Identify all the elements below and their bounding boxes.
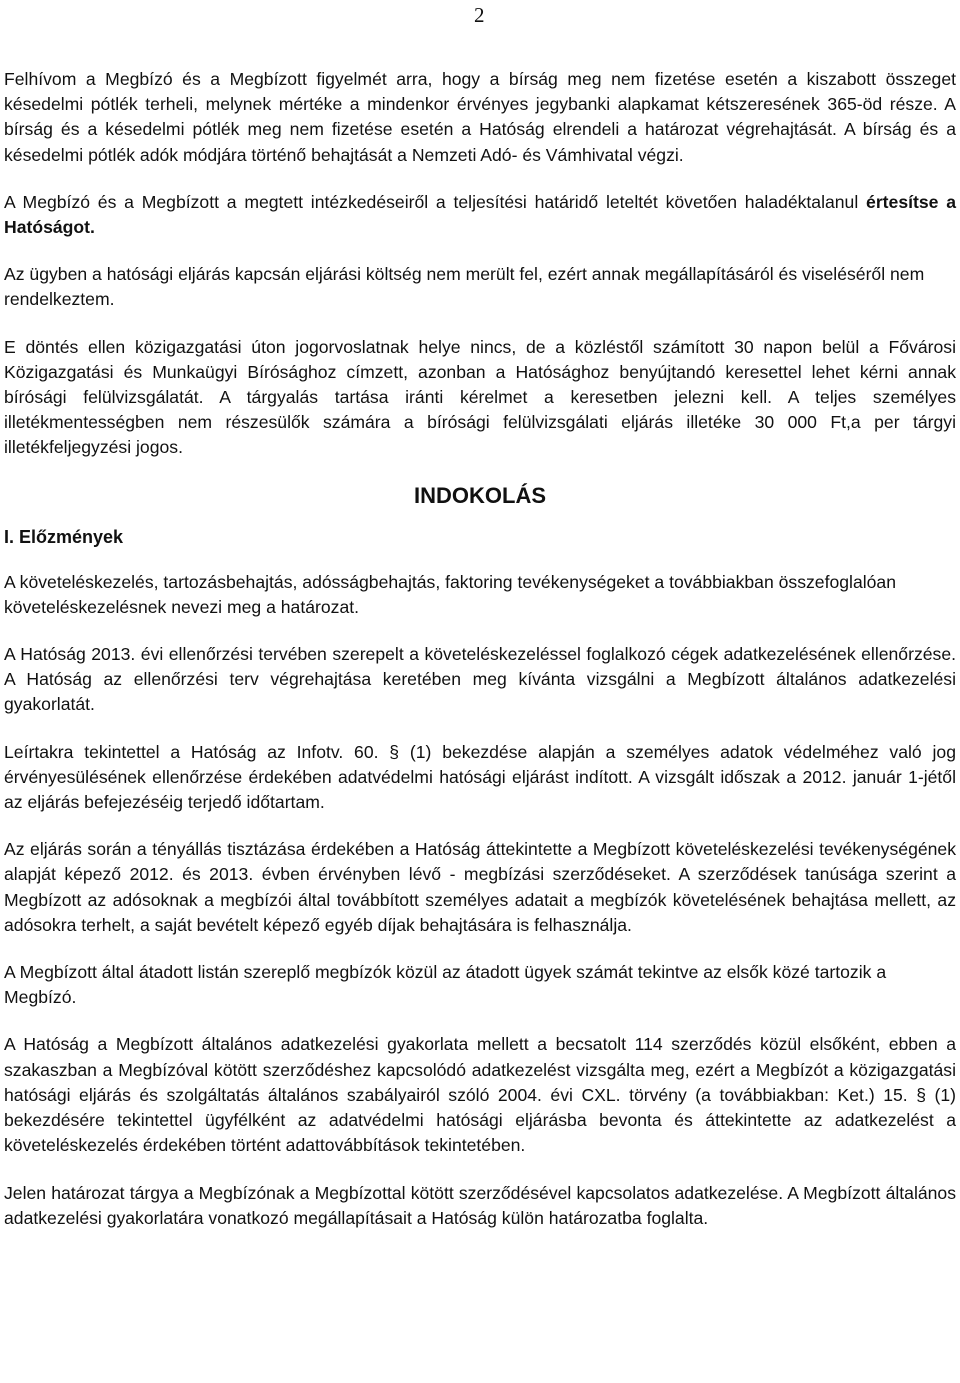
paragraph-notify-authority: A Megbízó és a Megbízott a megtett intézkedéseiről a teljesítési határidő leteltét követően haladéktalanul értesítse a Hatóságot.	[4, 191, 956, 238]
paragraph-definition: A követeléskezelés, tartozásbehajtás, adósságbehajtás, faktoring tevékenységeket a továbbiakban összefoglalóan követeléskezelésnek nevezi meg a határozat.	[4, 571, 896, 617]
heading-indokolas: INDOKOLÁS	[414, 482, 546, 508]
paragraph-contracts-review: Az eljárás során a tényállás tisztázása érdekében a Hatóság áttekintette a Megbízott követeléskezelési tevékenységének alapját képező 2012. és 2013. évben érvényben lévő - megbízási szerződéseket. A szerződések tanúsága szerint a Megbízott az adósoknak a megbízói által továbbított személyes adatait a megbízók követelésének behajtása mellett, az adósokra terhelt, a saját bevételt képező egyéb díjak behajtására is felhasználja.	[4, 839, 956, 935]
paragraph-legal-remedy: E döntés ellen közigazgatási úton jogorvoslatnak helye nincs, de a közléstől számított 30 napon belül a Fővárosi Közigazgatási és Munkaügyi Bírósághoz címzett, azonban a Hatósághoz benyújtandó keresettel lehet kérni annak bírósági felülvizsgálatát. A tárgyalás tartása iránti kérelmet a keresetben jelezni kell. A teljes személyes illetékmentességben nem részesülők számára a bírósági felülvizsgálati eljárás illetéke 30 000 Ft,a per tárgyi illetékfeljegyzési jogos.	[4, 336, 956, 458]
paragraph-fine-notice: Felhívom a Megbízó és a Megbízott figyelmét arra, hogy a bírság meg nem fizetése esetén a kiszabott összeget késedelmi pótlék terheli, melynek mértéke a mindenkor érvényes jegybanki alapkamat kétszeresének 365-öd része. A bírság és a késedelmi pótlék meg nem fizetése esetén a Hatóság elrendeli a határozat végrehajtását. A bírság és a késedelmi pótlék adók módjára történő behajtását a Nemzeti Adó- és Vámhivatal végzi.	[4, 69, 956, 165]
paragraph-audit-plan: A Hatóság 2013. évi ellenőrzési tervében szerepelt a követeléskezeléssel foglalkozó cégek adatkezelésének ellenőrzése. A Hatóság az ellenőrzési terv végrehajtása keretében meg kívánta vizsgálni a Megbízott általános adatkezelési gyakorlatát.	[4, 644, 956, 715]
paragraph-involvement: A Hatóság a Megbízott általános adatkezelési gyakorlata mellett a becsatolt 114 szerződés közül elsőként, ebben a szakaszban a Megbízóval kötött szerződéshez kapcsolódó adatkezelést vizsgálta meg, ezért a Megbízót a közigazgatási hatósági eljárás és szolgáltatás általános szabályairól szóló 2004. évi CXL. törvény (a továbbiakban: Ket.) 15. § (1) bekezdésére tekintettel ügyfélként az adatvédelmi hatósági eljárásba bevonta és áttekintette az adatkezelést a követeléskezelés érdekében történt adattovábbítások tekintetében.	[4, 1034, 956, 1156]
emphasis-notify: értesítse a Hatóságot.	[4, 191, 956, 238]
paragraph-subject: Jelen határozat tárgya a Megbízónak a Megbízottal kötött szerződésével kapcsolatos adatkezelése. A Megbízott általános adatkezelési gyakorlatára vonatkozó megállapításait a Hatóság külön határozatba foglalta.	[4, 1182, 956, 1228]
paragraph-procedure-start: Leírtakra tekintettel a Hatóság az Infotv. 60. § (1) bekezdése alapján a személyes adatok védelméhez való jog érvényesülésének ellenőrzése érdekében adatvédelmi hatósági eljárást indított. A vizsgált időszak a 2012. január 1-jétől az eljárás befejezéséig terjedő időtartam.	[4, 741, 956, 813]
page-number: 2	[474, 3, 485, 27]
paragraph-client-list: A Megbízott által átadott listán szereplő megbízók közül az átadott ügyek számát tekintve az elsők közé tartozik a Megbízó.	[4, 962, 887, 1008]
document-body	[4, 67, 956, 1253]
section-heading-elozmenyek: I. Előzmények	[4, 526, 124, 547]
paragraph-costs: Az ügyben a hatósági eljárás kapcsán eljárási költség nem merült fel, ezért annak megállapításáról és viseléséről nem rendelkeztem.	[4, 264, 925, 310]
